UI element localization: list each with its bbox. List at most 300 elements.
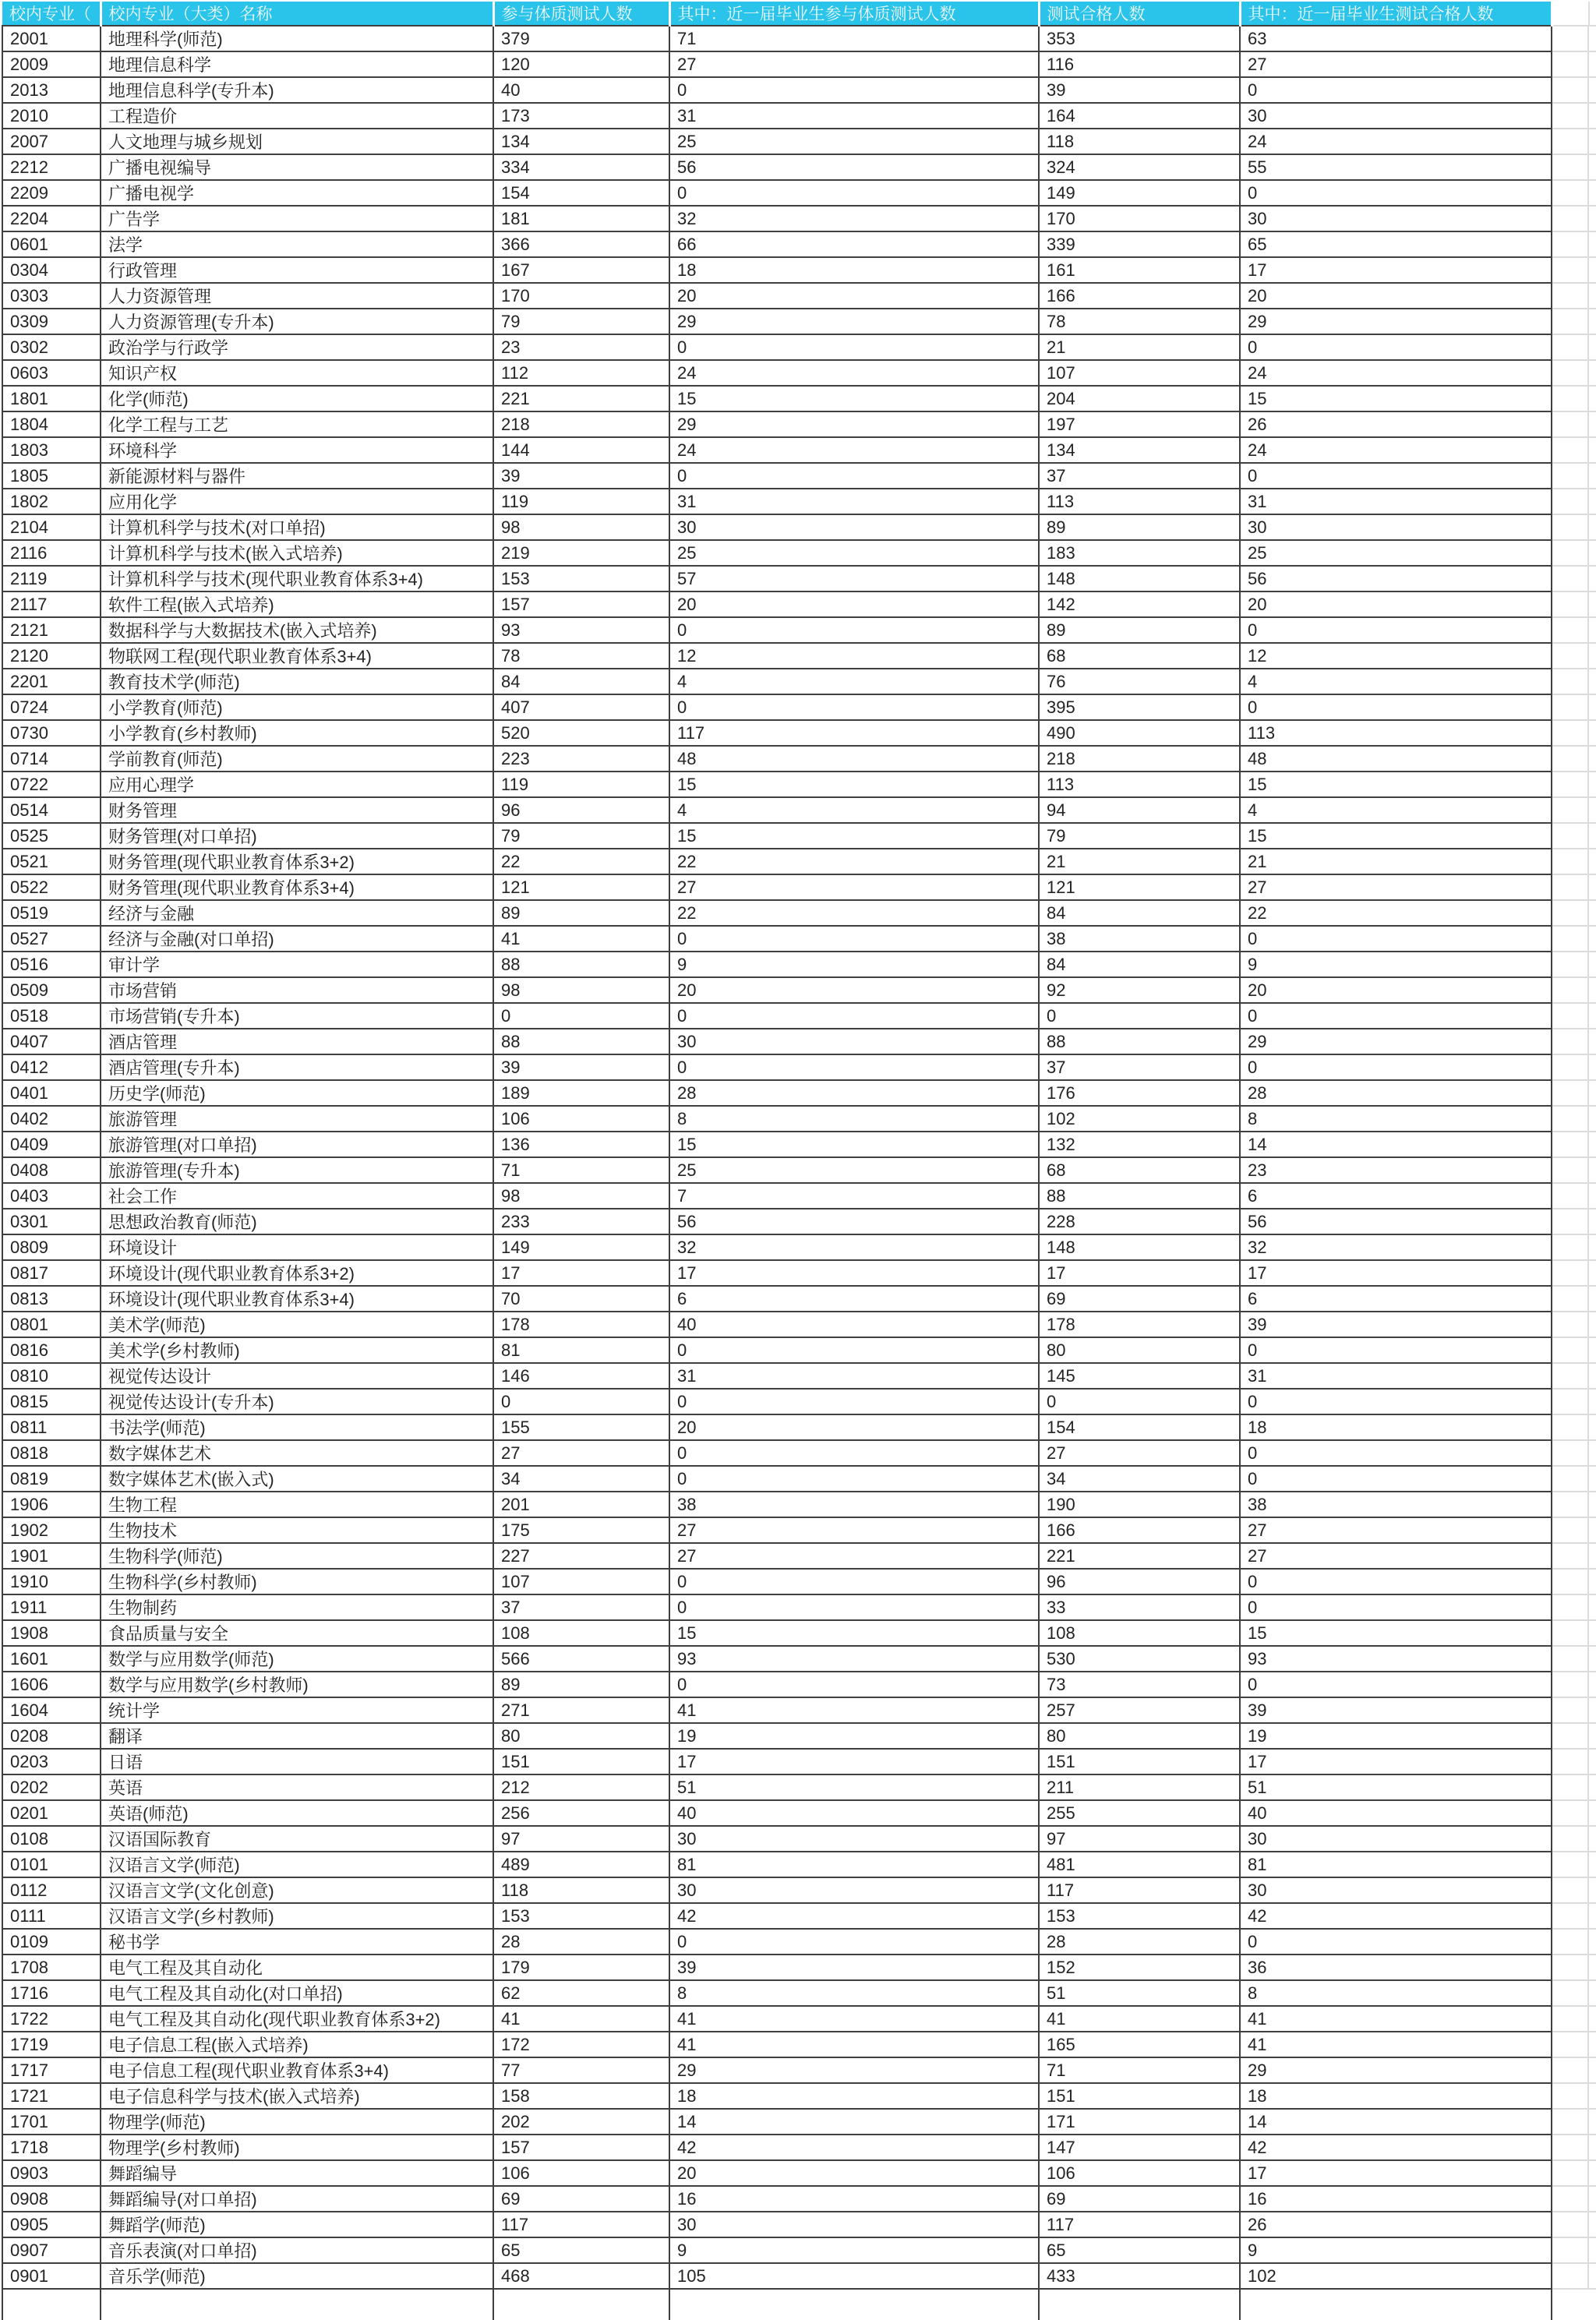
cell-name[interactable]: 学前教育(师范) bbox=[101, 746, 493, 772]
cell-code[interactable]: 0402 bbox=[2, 1106, 101, 1132]
cell-passed[interactable]: 107 bbox=[1039, 360, 1240, 386]
cell-tested-recent-grads[interactable]: 30 bbox=[669, 2212, 1039, 2237]
cell-tested-recent-grads[interactable]: 39 bbox=[669, 1955, 1039, 1980]
cell-tested-recent-grads[interactable]: 27 bbox=[669, 874, 1039, 900]
cell-code[interactable]: 1718 bbox=[2, 2135, 101, 2160]
cell-name[interactable]: 数据科学与大数据技术(嵌入式培养) bbox=[101, 617, 493, 643]
cell-code[interactable]: 1721 bbox=[2, 2083, 101, 2109]
cell-passed[interactable]: 153 bbox=[1039, 1903, 1240, 1929]
cell-passed[interactable]: 73 bbox=[1039, 1672, 1240, 1697]
cell-passed-recent-grads[interactable]: 65 bbox=[1240, 231, 1552, 257]
cell-tested[interactable]: 227 bbox=[493, 1543, 669, 1569]
cell-tested[interactable]: 89 bbox=[493, 1672, 669, 1697]
cell-code[interactable]: 0525 bbox=[2, 823, 101, 849]
ghost-cell[interactable] bbox=[1552, 1852, 1596, 1877]
cell-code[interactable]: 1908 bbox=[2, 1620, 101, 1646]
ghost-cell[interactable] bbox=[1552, 334, 1596, 360]
cell-passed[interactable]: 228 bbox=[1039, 1209, 1240, 1234]
cell-tested[interactable]: 0 bbox=[493, 1003, 669, 1029]
cell-tested-recent-grads[interactable]: 24 bbox=[669, 360, 1039, 386]
cell-tested[interactable]: 271 bbox=[493, 1697, 669, 1723]
ghost-cell[interactable] bbox=[1552, 926, 1596, 952]
cell-passed-recent-grads[interactable]: 36 bbox=[1240, 1955, 1552, 1980]
cell-name[interactable]: 电子信息科学与技术(嵌入式培养) bbox=[101, 2083, 493, 2109]
ghost-cell[interactable] bbox=[1552, 1003, 1596, 1029]
cell-passed[interactable]: 161 bbox=[1039, 257, 1240, 283]
cell-code[interactable]: 2104 bbox=[2, 514, 101, 540]
cell-passed-recent-grads[interactable]: 39 bbox=[1240, 1312, 1552, 1337]
cell-tested[interactable]: 566 bbox=[493, 1646, 669, 1672]
empty-cell[interactable] bbox=[101, 2289, 493, 2320]
cell-tested[interactable]: 79 bbox=[493, 309, 669, 334]
header-cell-code[interactable]: 校内专业（ bbox=[2, 2, 101, 26]
cell-passed[interactable]: 353 bbox=[1039, 26, 1240, 51]
cell-tested-recent-grads[interactable]: 24 bbox=[669, 437, 1039, 463]
cell-tested[interactable]: 136 bbox=[493, 1132, 669, 1157]
cell-code[interactable]: 0722 bbox=[2, 772, 101, 797]
cell-passed[interactable]: 190 bbox=[1039, 1492, 1240, 1517]
cell-code[interactable]: 0408 bbox=[2, 1157, 101, 1183]
cell-passed[interactable]: 97 bbox=[1039, 1826, 1240, 1852]
cell-tested-recent-grads[interactable]: 117 bbox=[669, 720, 1039, 746]
cell-name[interactable]: 广播电视编导 bbox=[101, 154, 493, 180]
cell-tested-recent-grads[interactable]: 27 bbox=[669, 1517, 1039, 1543]
cell-passed-recent-grads[interactable]: 41 bbox=[1240, 2032, 1552, 2057]
cell-tested-recent-grads[interactable]: 31 bbox=[669, 1363, 1039, 1389]
ghost-cell[interactable] bbox=[1552, 643, 1596, 669]
cell-passed-recent-grads[interactable]: 6 bbox=[1240, 1286, 1552, 1312]
cell-passed-recent-grads[interactable]: 15 bbox=[1240, 823, 1552, 849]
cell-passed-recent-grads[interactable]: 31 bbox=[1240, 489, 1552, 514]
cell-name[interactable]: 应用心理学 bbox=[101, 772, 493, 797]
cell-passed-recent-grads[interactable]: 4 bbox=[1240, 669, 1552, 694]
cell-passed[interactable]: 68 bbox=[1039, 643, 1240, 669]
cell-passed-recent-grads[interactable]: 0 bbox=[1240, 77, 1552, 103]
cell-tested-recent-grads[interactable]: 0 bbox=[669, 694, 1039, 720]
cell-tested-recent-grads[interactable]: 12 bbox=[669, 643, 1039, 669]
cell-name[interactable]: 行政管理 bbox=[101, 257, 493, 283]
cell-tested-recent-grads[interactable]: 20 bbox=[669, 591, 1039, 617]
ghost-cell[interactable] bbox=[1552, 669, 1596, 694]
ghost-header-cell[interactable] bbox=[1552, 2, 1596, 26]
cell-code[interactable]: 0527 bbox=[2, 926, 101, 952]
cell-name[interactable]: 环境设计(现代职业教育体系3+2) bbox=[101, 1260, 493, 1286]
cell-tested[interactable]: 121 bbox=[493, 874, 669, 900]
cell-passed[interactable]: 116 bbox=[1039, 51, 1240, 77]
cell-tested[interactable]: 119 bbox=[493, 489, 669, 514]
cell-tested[interactable]: 28 bbox=[493, 1929, 669, 1955]
ghost-cell[interactable] bbox=[1552, 1723, 1596, 1749]
ghost-cell[interactable] bbox=[1552, 540, 1596, 566]
cell-tested[interactable]: 70 bbox=[493, 1286, 669, 1312]
cell-passed[interactable]: 21 bbox=[1039, 849, 1240, 874]
cell-code[interactable]: 0203 bbox=[2, 1749, 101, 1774]
cell-passed[interactable]: 151 bbox=[1039, 1749, 1240, 1774]
cell-code[interactable]: 0412 bbox=[2, 1054, 101, 1080]
cell-passed[interactable]: 171 bbox=[1039, 2109, 1240, 2135]
cell-code[interactable]: 0407 bbox=[2, 1029, 101, 1054]
cell-tested[interactable]: 223 bbox=[493, 746, 669, 772]
cell-code[interactable]: 0521 bbox=[2, 849, 101, 874]
ghost-cell[interactable] bbox=[1552, 1466, 1596, 1492]
cell-name[interactable]: 美术学(师范) bbox=[101, 1312, 493, 1337]
cell-passed[interactable]: 433 bbox=[1039, 2263, 1240, 2289]
cell-name[interactable]: 小学教育(乡村教师) bbox=[101, 720, 493, 746]
cell-tested-recent-grads[interactable]: 27 bbox=[669, 1543, 1039, 1569]
cell-code[interactable]: 0801 bbox=[2, 1312, 101, 1337]
cell-passed[interactable]: 92 bbox=[1039, 977, 1240, 1003]
cell-name[interactable]: 应用化学 bbox=[101, 489, 493, 514]
cell-tested[interactable]: 181 bbox=[493, 206, 669, 231]
cell-name[interactable]: 视觉传达设计 bbox=[101, 1363, 493, 1389]
cell-tested-recent-grads[interactable]: 25 bbox=[669, 540, 1039, 566]
cell-code[interactable]: 2119 bbox=[2, 566, 101, 591]
cell-passed-recent-grads[interactable]: 16 bbox=[1240, 2186, 1552, 2212]
cell-tested[interactable]: 175 bbox=[493, 1517, 669, 1543]
cell-passed-recent-grads[interactable]: 30 bbox=[1240, 1826, 1552, 1852]
cell-passed[interactable]: 34 bbox=[1039, 1466, 1240, 1492]
ghost-cell[interactable] bbox=[1552, 591, 1596, 617]
cell-passed[interactable]: 117 bbox=[1039, 1877, 1240, 1903]
ghost-cell[interactable] bbox=[1552, 2160, 1596, 2186]
ghost-cell[interactable] bbox=[1552, 1337, 1596, 1363]
cell-code[interactable]: 0301 bbox=[2, 1209, 101, 1234]
cell-passed-recent-grads[interactable]: 18 bbox=[1240, 1414, 1552, 1440]
ghost-cell[interactable] bbox=[1552, 180, 1596, 206]
cell-tested[interactable]: 65 bbox=[493, 2237, 669, 2263]
cell-tested[interactable]: 37 bbox=[493, 1594, 669, 1620]
cell-passed-recent-grads[interactable]: 9 bbox=[1240, 952, 1552, 977]
ghost-cell[interactable] bbox=[1552, 1080, 1596, 1106]
cell-name[interactable]: 电气工程及其自动化(现代职业教育体系3+2) bbox=[101, 2006, 493, 2032]
cell-code[interactable]: 0905 bbox=[2, 2212, 101, 2237]
cell-tested[interactable]: 17 bbox=[493, 1260, 669, 1286]
cell-passed-recent-grads[interactable]: 15 bbox=[1240, 772, 1552, 797]
ghost-cell[interactable] bbox=[1552, 2006, 1596, 2032]
cell-code[interactable]: 0817 bbox=[2, 1260, 101, 1286]
cell-code[interactable]: 2120 bbox=[2, 643, 101, 669]
cell-passed-recent-grads[interactable]: 0 bbox=[1240, 334, 1552, 360]
cell-tested-recent-grads[interactable]: 0 bbox=[669, 1569, 1039, 1594]
cell-name[interactable]: 数学与应用数学(师范) bbox=[101, 1646, 493, 1672]
cell-tested[interactable]: 173 bbox=[493, 103, 669, 129]
cell-tested[interactable]: 34 bbox=[493, 1466, 669, 1492]
cell-passed-recent-grads[interactable]: 0 bbox=[1240, 1389, 1552, 1414]
cell-passed-recent-grads[interactable]: 0 bbox=[1240, 1929, 1552, 1955]
cell-tested-recent-grads[interactable]: 0 bbox=[669, 334, 1039, 360]
cell-tested-recent-grads[interactable]: 71 bbox=[669, 26, 1039, 51]
cell-code[interactable]: 1717 bbox=[2, 2057, 101, 2083]
cell-tested-recent-grads[interactable]: 15 bbox=[669, 1132, 1039, 1157]
cell-code[interactable]: 0208 bbox=[2, 1723, 101, 1749]
ghost-cell[interactable] bbox=[1552, 386, 1596, 411]
cell-tested-recent-grads[interactable]: 42 bbox=[669, 1903, 1039, 1929]
ghost-cell[interactable] bbox=[1552, 1157, 1596, 1183]
cell-passed-recent-grads[interactable]: 0 bbox=[1240, 180, 1552, 206]
cell-passed[interactable]: 170 bbox=[1039, 206, 1240, 231]
cell-code[interactable]: 2117 bbox=[2, 591, 101, 617]
cell-passed-recent-grads[interactable]: 31 bbox=[1240, 1363, 1552, 1389]
cell-name[interactable]: 财务管理(现代职业教育体系3+2) bbox=[101, 849, 493, 874]
cell-tested[interactable]: 97 bbox=[493, 1826, 669, 1852]
cell-tested[interactable]: 151 bbox=[493, 1749, 669, 1774]
cell-code[interactable]: 1708 bbox=[2, 1955, 101, 1980]
cell-passed-recent-grads[interactable]: 30 bbox=[1240, 1877, 1552, 1903]
cell-passed-recent-grads[interactable]: 14 bbox=[1240, 2109, 1552, 2135]
cell-tested[interactable]: 407 bbox=[493, 694, 669, 720]
cell-tested[interactable]: 27 bbox=[493, 1440, 669, 1466]
cell-code[interactable]: 1902 bbox=[2, 1517, 101, 1543]
cell-code[interactable]: 2212 bbox=[2, 154, 101, 180]
cell-name[interactable]: 广播电视学 bbox=[101, 180, 493, 206]
cell-passed[interactable]: 166 bbox=[1039, 283, 1240, 309]
cell-tested-recent-grads[interactable]: 30 bbox=[669, 1029, 1039, 1054]
cell-tested-recent-grads[interactable]: 29 bbox=[669, 2057, 1039, 2083]
cell-tested-recent-grads[interactable]: 20 bbox=[669, 283, 1039, 309]
cell-passed[interactable]: 221 bbox=[1039, 1543, 1240, 1569]
cell-tested[interactable]: 39 bbox=[493, 1054, 669, 1080]
cell-tested-recent-grads[interactable]: 0 bbox=[669, 617, 1039, 643]
ghost-cell[interactable] bbox=[1552, 26, 1596, 51]
cell-passed[interactable]: 339 bbox=[1039, 231, 1240, 257]
cell-tested-recent-grads[interactable]: 30 bbox=[669, 1826, 1039, 1852]
cell-tested-recent-grads[interactable]: 8 bbox=[669, 1106, 1039, 1132]
ghost-cell[interactable] bbox=[1552, 51, 1596, 77]
cell-passed[interactable]: 164 bbox=[1039, 103, 1240, 129]
ghost-cell[interactable] bbox=[1552, 694, 1596, 720]
cell-passed[interactable]: 71 bbox=[1039, 2057, 1240, 2083]
cell-tested-recent-grads[interactable]: 42 bbox=[669, 2135, 1039, 2160]
cell-tested-recent-grads[interactable]: 81 bbox=[669, 1852, 1039, 1877]
cell-passed[interactable]: 121 bbox=[1039, 874, 1240, 900]
cell-name[interactable]: 物联网工程(现代职业教育体系3+4) bbox=[101, 643, 493, 669]
cell-name[interactable]: 环境设计 bbox=[101, 1234, 493, 1260]
cell-passed-recent-grads[interactable]: 22 bbox=[1240, 900, 1552, 926]
cell-code[interactable]: 0730 bbox=[2, 720, 101, 746]
cell-code[interactable]: 1911 bbox=[2, 1594, 101, 1620]
cell-code[interactable]: 0901 bbox=[2, 2263, 101, 2289]
cell-tested-recent-grads[interactable]: 18 bbox=[669, 2083, 1039, 2109]
cell-tested-recent-grads[interactable]: 93 bbox=[669, 1646, 1039, 1672]
cell-passed[interactable]: 37 bbox=[1039, 1054, 1240, 1080]
cell-passed[interactable]: 204 bbox=[1039, 386, 1240, 411]
cell-passed-recent-grads[interactable]: 32 bbox=[1240, 1234, 1552, 1260]
empty-cell[interactable] bbox=[493, 2289, 669, 2320]
cell-tested-recent-grads[interactable]: 18 bbox=[669, 257, 1039, 283]
cell-tested[interactable]: 84 bbox=[493, 669, 669, 694]
header-cell-passed[interactable]: 测试合格人数 bbox=[1039, 2, 1240, 26]
cell-passed[interactable]: 197 bbox=[1039, 411, 1240, 437]
cell-name[interactable]: 数学与应用数学(乡村教师) bbox=[101, 1672, 493, 1697]
cell-tested[interactable]: 179 bbox=[493, 1955, 669, 1980]
cell-tested[interactable]: 153 bbox=[493, 566, 669, 591]
cell-tested[interactable]: 40 bbox=[493, 77, 669, 103]
cell-passed[interactable]: 68 bbox=[1039, 1157, 1240, 1183]
cell-name[interactable]: 人文地理与城乡规划 bbox=[101, 129, 493, 154]
cell-code[interactable]: 0815 bbox=[2, 1389, 101, 1414]
cell-passed-recent-grads[interactable]: 51 bbox=[1240, 1774, 1552, 1800]
cell-tested-recent-grads[interactable]: 20 bbox=[669, 977, 1039, 1003]
cell-passed-recent-grads[interactable]: 20 bbox=[1240, 591, 1552, 617]
cell-tested-recent-grads[interactable]: 4 bbox=[669, 669, 1039, 694]
cell-passed[interactable]: 38 bbox=[1039, 926, 1240, 952]
cell-passed[interactable]: 69 bbox=[1039, 2186, 1240, 2212]
cell-passed[interactable]: 218 bbox=[1039, 746, 1240, 772]
cell-tested[interactable]: 41 bbox=[493, 926, 669, 952]
cell-tested[interactable]: 89 bbox=[493, 900, 669, 926]
cell-passed[interactable]: 51 bbox=[1039, 1980, 1240, 2006]
cell-tested[interactable]: 201 bbox=[493, 1492, 669, 1517]
cell-passed[interactable]: 145 bbox=[1039, 1363, 1240, 1389]
cell-tested[interactable]: 256 bbox=[493, 1800, 669, 1826]
cell-tested-recent-grads[interactable]: 56 bbox=[669, 154, 1039, 180]
cell-code[interactable]: 0714 bbox=[2, 746, 101, 772]
ghost-cell[interactable] bbox=[1552, 977, 1596, 1003]
cell-passed[interactable]: 490 bbox=[1039, 720, 1240, 746]
cell-passed[interactable]: 149 bbox=[1039, 180, 1240, 206]
cell-passed-recent-grads[interactable]: 30 bbox=[1240, 103, 1552, 129]
ghost-cell[interactable] bbox=[1552, 1132, 1596, 1157]
cell-tested[interactable]: 108 bbox=[493, 1620, 669, 1646]
ghost-cell[interactable] bbox=[1552, 2057, 1596, 2083]
cell-passed[interactable]: 117 bbox=[1039, 2212, 1240, 2237]
cell-passed-recent-grads[interactable]: 0 bbox=[1240, 926, 1552, 952]
cell-name[interactable]: 电气工程及其自动化(对口单招) bbox=[101, 1980, 493, 2006]
cell-passed-recent-grads[interactable]: 0 bbox=[1240, 617, 1552, 643]
ghost-cell[interactable] bbox=[1552, 1234, 1596, 1260]
cell-name[interactable]: 环境科学 bbox=[101, 437, 493, 463]
cell-tested[interactable]: 219 bbox=[493, 540, 669, 566]
empty-cell[interactable] bbox=[2, 2289, 101, 2320]
cell-passed-recent-grads[interactable]: 0 bbox=[1240, 1466, 1552, 1492]
cell-tested-recent-grads[interactable]: 30 bbox=[669, 1877, 1039, 1903]
cell-name[interactable]: 汉语国际教育 bbox=[101, 1826, 493, 1852]
cell-tested[interactable]: 78 bbox=[493, 643, 669, 669]
cell-passed-recent-grads[interactable]: 27 bbox=[1240, 1517, 1552, 1543]
cell-passed-recent-grads[interactable]: 39 bbox=[1240, 1697, 1552, 1723]
cell-code[interactable]: 2201 bbox=[2, 669, 101, 694]
ghost-cell[interactable] bbox=[1552, 1903, 1596, 1929]
cell-tested-recent-grads[interactable]: 57 bbox=[669, 566, 1039, 591]
cell-code[interactable]: 0302 bbox=[2, 334, 101, 360]
cell-passed[interactable]: 79 bbox=[1039, 823, 1240, 849]
cell-name[interactable]: 财务管理(现代职业教育体系3+4) bbox=[101, 874, 493, 900]
ghost-cell[interactable] bbox=[1552, 900, 1596, 926]
cell-passed-recent-grads[interactable]: 12 bbox=[1240, 643, 1552, 669]
cell-tested-recent-grads[interactable]: 20 bbox=[669, 2160, 1039, 2186]
cell-name[interactable]: 软件工程(嵌入式培养) bbox=[101, 591, 493, 617]
cell-tested[interactable]: 202 bbox=[493, 2109, 669, 2135]
cell-tested[interactable]: 468 bbox=[493, 2263, 669, 2289]
cell-passed-recent-grads[interactable]: 0 bbox=[1240, 1569, 1552, 1594]
cell-passed-recent-grads[interactable]: 42 bbox=[1240, 2135, 1552, 2160]
cell-code[interactable]: 0809 bbox=[2, 1234, 101, 1260]
cell-passed-recent-grads[interactable]: 0 bbox=[1240, 1440, 1552, 1466]
cell-passed-recent-grads[interactable]: 27 bbox=[1240, 874, 1552, 900]
cell-tested[interactable]: 520 bbox=[493, 720, 669, 746]
cell-name[interactable]: 酒店管理 bbox=[101, 1029, 493, 1054]
cell-tested[interactable]: 79 bbox=[493, 823, 669, 849]
cell-name[interactable]: 经济与金融(对口单招) bbox=[101, 926, 493, 952]
cell-name[interactable]: 酒店管理(专升本) bbox=[101, 1054, 493, 1080]
ghost-cell[interactable] bbox=[1552, 154, 1596, 180]
cell-tested[interactable]: 80 bbox=[493, 1723, 669, 1749]
cell-tested[interactable]: 120 bbox=[493, 51, 669, 77]
cell-name[interactable]: 书法学(师范) bbox=[101, 1414, 493, 1440]
cell-passed-recent-grads[interactable]: 8 bbox=[1240, 1106, 1552, 1132]
cell-passed[interactable]: 0 bbox=[1039, 1003, 1240, 1029]
cell-passed-recent-grads[interactable]: 56 bbox=[1240, 1209, 1552, 1234]
header-cell-name[interactable]: 校内专业（大类）名称 bbox=[101, 2, 493, 26]
cell-passed-recent-grads[interactable]: 25 bbox=[1240, 540, 1552, 566]
cell-code[interactable]: 0109 bbox=[2, 1929, 101, 1955]
cell-tested[interactable]: 154 bbox=[493, 180, 669, 206]
cell-name[interactable]: 音乐学(师范) bbox=[101, 2263, 493, 2289]
cell-passed-recent-grads[interactable]: 4 bbox=[1240, 797, 1552, 823]
cell-code[interactable]: 1804 bbox=[2, 411, 101, 437]
cell-code[interactable]: 2204 bbox=[2, 206, 101, 231]
cell-tested[interactable]: 107 bbox=[493, 1569, 669, 1594]
ghost-cell[interactable] bbox=[1552, 1672, 1596, 1697]
ghost-cell[interactable] bbox=[1552, 129, 1596, 154]
cell-passed-recent-grads[interactable]: 0 bbox=[1240, 694, 1552, 720]
cell-code[interactable]: 2209 bbox=[2, 180, 101, 206]
header-cell-tested[interactable]: 参与体质测试人数 bbox=[493, 2, 669, 26]
cell-code[interactable]: 0202 bbox=[2, 1774, 101, 1800]
cell-passed-recent-grads[interactable]: 17 bbox=[1240, 2160, 1552, 2186]
cell-tested-recent-grads[interactable]: 32 bbox=[669, 206, 1039, 231]
cell-tested[interactable]: 98 bbox=[493, 1183, 669, 1209]
cell-tested-recent-grads[interactable]: 4 bbox=[669, 797, 1039, 823]
cell-code[interactable]: 0108 bbox=[2, 1826, 101, 1852]
cell-tested-recent-grads[interactable]: 14 bbox=[669, 2109, 1039, 2135]
cell-tested-recent-grads[interactable]: 20 bbox=[669, 1414, 1039, 1440]
cell-tested[interactable]: 170 bbox=[493, 283, 669, 309]
cell-code[interactable]: 0518 bbox=[2, 1003, 101, 1029]
cell-code[interactable]: 0112 bbox=[2, 1877, 101, 1903]
cell-passed-recent-grads[interactable]: 17 bbox=[1240, 1749, 1552, 1774]
cell-name[interactable]: 工程造价 bbox=[101, 103, 493, 129]
cell-passed-recent-grads[interactable]: 48 bbox=[1240, 746, 1552, 772]
cell-passed[interactable]: 152 bbox=[1039, 1955, 1240, 1980]
ghost-cell[interactable] bbox=[1552, 1877, 1596, 1903]
ghost-cell[interactable] bbox=[1552, 952, 1596, 977]
cell-tested[interactable]: 0 bbox=[493, 1389, 669, 1414]
ghost-cell[interactable] bbox=[1552, 1389, 1596, 1414]
cell-code[interactable]: 0603 bbox=[2, 360, 101, 386]
ghost-cell[interactable] bbox=[1552, 874, 1596, 900]
cell-passed[interactable]: 84 bbox=[1039, 900, 1240, 926]
cell-tested-recent-grads[interactable]: 48 bbox=[669, 746, 1039, 772]
cell-name[interactable]: 教育技术学(师范) bbox=[101, 669, 493, 694]
cell-tested-recent-grads[interactable]: 0 bbox=[669, 1440, 1039, 1466]
cell-tested[interactable]: 117 bbox=[493, 2212, 669, 2237]
cell-tested-recent-grads[interactable]: 17 bbox=[669, 1749, 1039, 1774]
cell-tested[interactable]: 119 bbox=[493, 772, 669, 797]
cell-name[interactable]: 舞蹈学(师范) bbox=[101, 2212, 493, 2237]
cell-name[interactable]: 舞蹈编导 bbox=[101, 2160, 493, 2186]
cell-passed[interactable]: 84 bbox=[1039, 952, 1240, 977]
cell-tested[interactable]: 39 bbox=[493, 463, 669, 489]
cell-name[interactable]: 地理科学(师范) bbox=[101, 26, 493, 51]
cell-name[interactable]: 地理信息科学 bbox=[101, 51, 493, 77]
cell-tested-recent-grads[interactable]: 9 bbox=[669, 952, 1039, 977]
cell-passed[interactable]: 147 bbox=[1039, 2135, 1240, 2160]
cell-name[interactable]: 美术学(乡村教师) bbox=[101, 1337, 493, 1363]
cell-passed[interactable]: 69 bbox=[1039, 1286, 1240, 1312]
cell-tested-recent-grads[interactable]: 0 bbox=[669, 1672, 1039, 1697]
cell-name[interactable]: 知识产权 bbox=[101, 360, 493, 386]
